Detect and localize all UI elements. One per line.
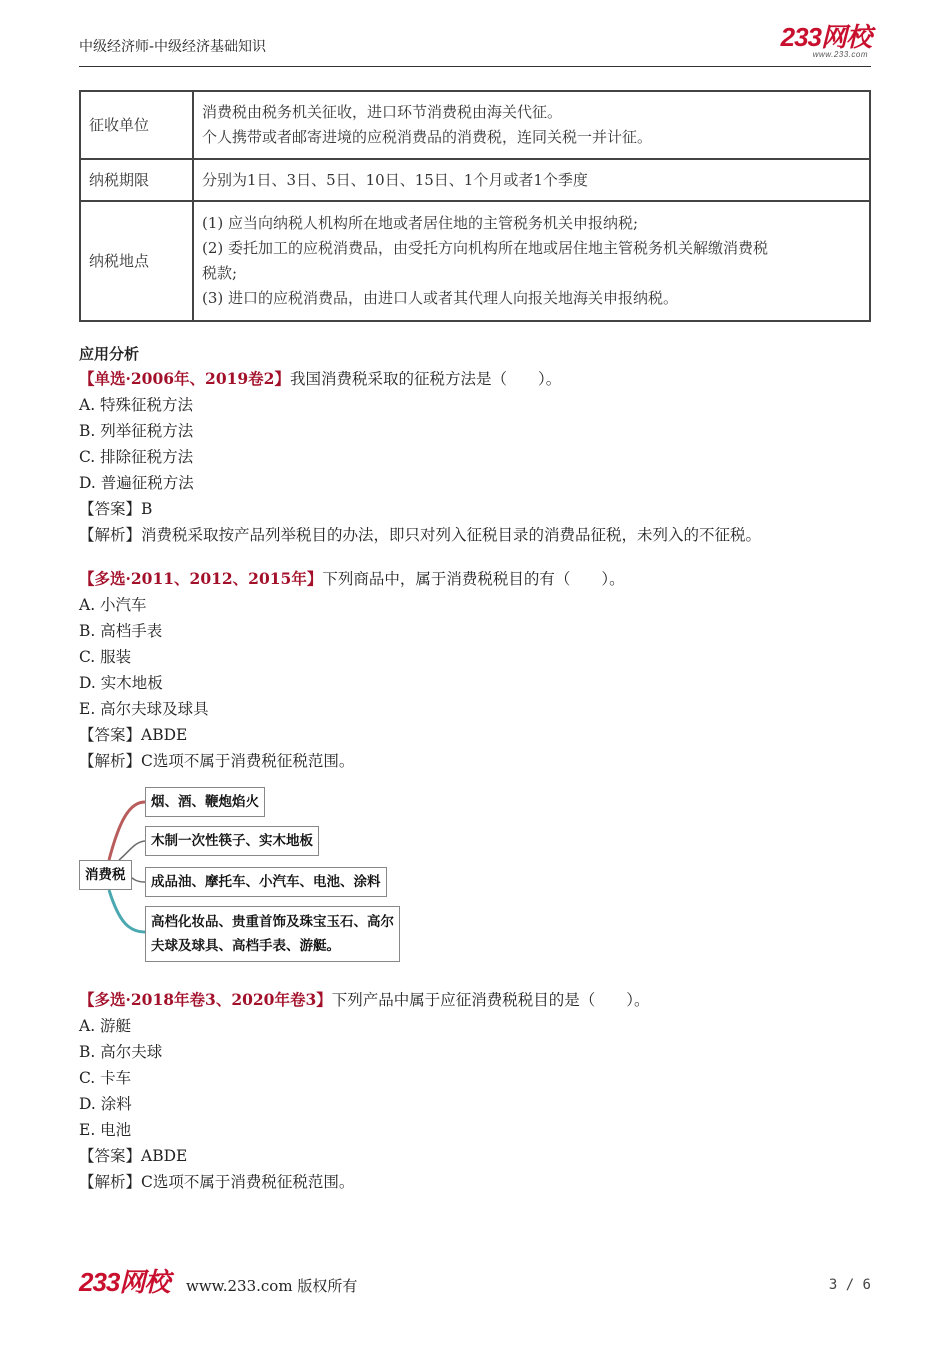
question-text: 下列商品中，属于消费税税目的有（ ）。 <box>322 570 625 588</box>
row-label: 纳税期限 <box>80 159 193 201</box>
answer: 【答案】ABDE <box>79 1147 188 1165</box>
mindmap-branch: 木制一次性筷子、实木地板 <box>145 826 319 856</box>
table-row <box>80 159 870 201</box>
analysis: 【解析】消费税采取按产品列举税目的办法，即只对列入征税目录的消费品征税，未列入的不征税。 <box>79 526 762 544</box>
row-label: 征收单位 <box>80 91 193 159</box>
brand-logo: 233网校 <box>780 22 871 52</box>
row-value <box>193 91 870 159</box>
question-text: 下列产品中属于应征消费税税目的是（ ）。 <box>331 991 650 1009</box>
brand-logo-url: www.233.com <box>812 50 868 59</box>
question-2-stem <box>79 566 625 592</box>
row-line: 税款; <box>202 264 238 282</box>
section-title: 应用分析 <box>79 345 140 363</box>
row-line: (1) 应当向纳税人机构所在地或者居住地的主管税务机关申报纳税; <box>202 214 639 232</box>
mindmap <box>79 782 399 962</box>
option: B. 高尔夫球 <box>79 1043 163 1061</box>
option: E. 高尔夫球及球具 <box>79 700 209 718</box>
row-line: 消费税由税务机关征收，进口环节消费税由海关代征。 <box>202 103 563 121</box>
tax-info-table <box>79 90 871 322</box>
question-tag: 【多选·2011、2012、2015年】 <box>79 569 323 588</box>
question-3-stem <box>79 987 650 1013</box>
option: B. 列举征税方法 <box>79 422 194 440</box>
question-tag: 【单选·2006年、2019卷2】 <box>79 369 290 388</box>
branch-connector <box>119 841 145 860</box>
row-line: (3) 进口的应税消费品，由进口人或者其代理人向报关地海关申报纳税。 <box>202 289 679 307</box>
option: D. 涂料 <box>79 1095 132 1113</box>
footer-copyright: www.233.com 版权所有 <box>186 1277 358 1295</box>
answer: 【答案】ABDE <box>79 726 188 744</box>
question-text: 我国消费税采取的征税方法是（ ）。 <box>289 370 562 388</box>
mindmap-branch <box>145 906 400 962</box>
question-tag: 【多选·2018年卷3、2020年卷3】 <box>79 990 332 1009</box>
mindmap-branch-line: 夫球及球具、高档手表、游艇。 <box>151 938 340 954</box>
mindmap-branch: 成品油、摩托车、小汽车、电池、涂料 <box>145 867 387 897</box>
page-number: 3 / 6 <box>828 1277 871 1293</box>
option: A. 特殊征税方法 <box>79 396 194 414</box>
mindmap-root: 消费税 <box>79 860 132 890</box>
row-line: (2) 委托加工的应税消费品，由受托方向机构所在地或居住地主管税务机关解缴消费税 <box>202 239 769 257</box>
option: B. 高档手表 <box>79 622 163 640</box>
option: D. 实木地板 <box>79 674 163 692</box>
mindmap-branch: 烟、酒、鞭炮焰火 <box>145 787 265 817</box>
option: A. 游艇 <box>79 1017 132 1035</box>
option: C. 服装 <box>79 648 132 666</box>
option: D. 普遍征税方法 <box>79 474 194 492</box>
analysis: 【解析】C选项不属于消费税征税范围。 <box>79 752 355 770</box>
branch-connector <box>109 890 145 932</box>
option: C. 排除征税方法 <box>79 448 194 466</box>
option: C. 卡车 <box>79 1069 132 1087</box>
mindmap-branch-line: 高档化妆品、贵重首饰及珠宝玉石、高尔 <box>151 914 394 930</box>
option: E. 电池 <box>79 1121 132 1139</box>
header-divider <box>79 66 871 67</box>
answer: 【答案】B <box>79 500 153 518</box>
row-line: 个人携带或者邮寄进境的应税消费品的消费税，连同关税一并计征。 <box>202 128 653 146</box>
branch-connector <box>109 802 145 860</box>
page-header-title: 中级经济师-中级经济基础知识 <box>79 39 267 55</box>
row-value <box>193 201 870 321</box>
row-label: 纳税地点 <box>80 201 193 321</box>
row-value: 分别为1日、3日、5日、10日、15日、1个月或者1个季度 <box>193 159 870 201</box>
analysis: 【解析】C选项不属于消费税征税范围。 <box>79 1173 355 1191</box>
table-row <box>80 91 870 159</box>
footer-logo: 233网校 <box>79 1267 170 1297</box>
table-row <box>80 201 870 321</box>
question-1-stem <box>79 366 561 392</box>
option: A. 小汽车 <box>79 596 147 614</box>
